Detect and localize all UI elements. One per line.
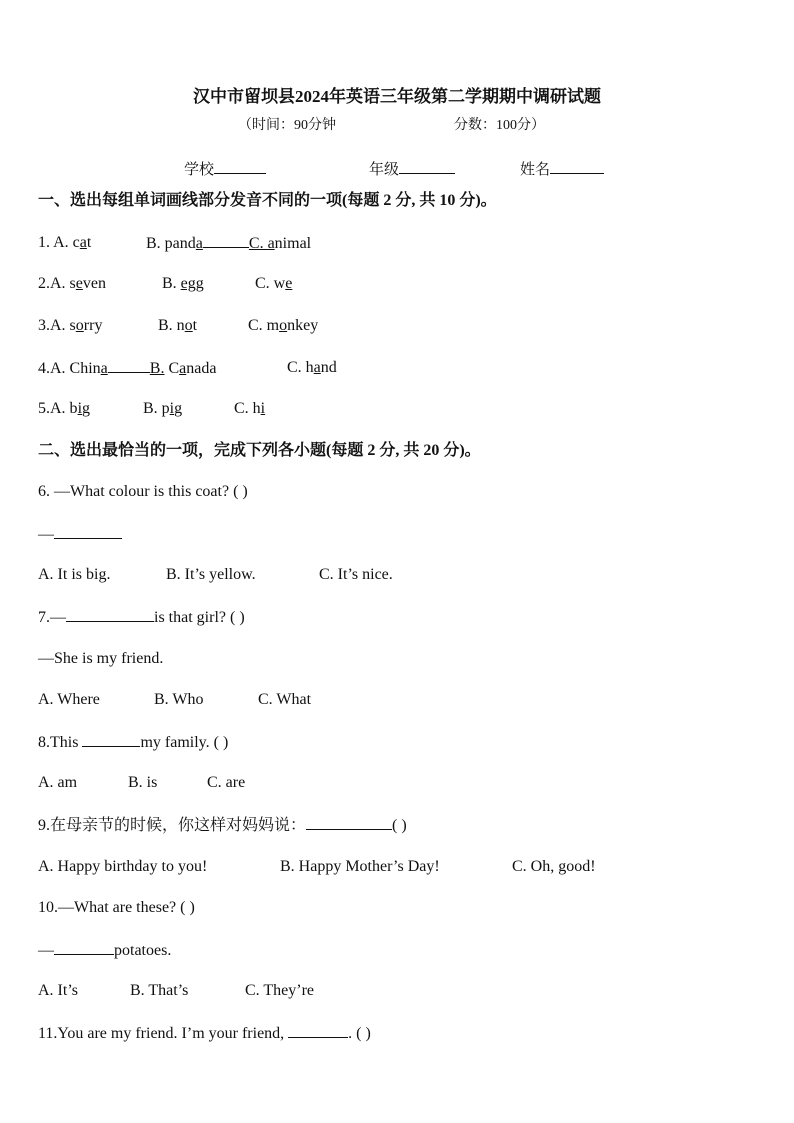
- option-b: B. is: [128, 774, 158, 791]
- option-a: A. It’s: [38, 982, 78, 999]
- question-4: 4.A. China B. Canada C. hand: [38, 359, 337, 377]
- question-7-options: [38, 690, 312, 710]
- option-a: A. Where: [38, 691, 100, 708]
- option-a: A. It is big.: [38, 566, 111, 583]
- question-7-reply: —She is my friend.: [38, 650, 164, 667]
- question-6-answer-line: —: [38, 524, 122, 545]
- question-9-options: [38, 857, 596, 877]
- question-7: 7.— is that girl? ( ): [38, 609, 245, 626]
- question-6: 6. —What colour is this coat? ( ): [38, 483, 248, 500]
- grade-field: 年级: [369, 159, 455, 180]
- answer-blank[interactable]: [66, 607, 154, 622]
- question-11: 11.You are my friend. I’m your friend, . ( ): [38, 1025, 371, 1042]
- question-10-options: [38, 981, 315, 1001]
- option-c: C. They’re: [245, 982, 315, 999]
- question-10: 10.—What are these? ( ): [38, 899, 195, 916]
- question-8-options: [38, 773, 246, 793]
- question-3: 3.A. sorry B. not C. monkey: [38, 317, 319, 334]
- answer-blank[interactable]: [54, 524, 122, 539]
- option-c: C. It’s nice.: [319, 566, 393, 583]
- question-2: 2.A. seven B. egg C. we: [38, 275, 293, 292]
- option-b: B. That’s: [130, 982, 189, 999]
- answer-blank[interactable]: [54, 940, 114, 955]
- question-9: 9.在母亲节的时候，你这样对妈妈说： ( ): [38, 817, 407, 834]
- section1-heading: 一、选出每组单词画线部分发音不同的一项(每题 2 分, 共 10 分)。: [38, 192, 497, 209]
- time-label: （时间：90分钟: [238, 118, 336, 133]
- school-blank[interactable]: [214, 159, 266, 174]
- question-10-reply: — potatoes.: [38, 942, 172, 959]
- name-blank[interactable]: [550, 159, 604, 174]
- option-b: B. Who: [154, 691, 204, 708]
- question-6-options: [38, 565, 393, 585]
- option-c: C. Oh, good!: [512, 858, 596, 875]
- answer-blank[interactable]: [306, 815, 392, 830]
- option-c: C. What: [258, 691, 312, 708]
- question-1: 1. A. cat B. panda C. animal: [38, 234, 312, 252]
- grade-blank[interactable]: [399, 159, 455, 174]
- answer-blank[interactable]: [288, 1023, 348, 1038]
- option-c: C. are: [207, 774, 246, 791]
- section2-heading: 二、选出最恰当的一项，完成下列各小题(每题 2 分, 共 20 分)。: [38, 442, 481, 459]
- name-field: 姓名: [520, 159, 604, 180]
- answer-blank[interactable]: [82, 732, 140, 747]
- question-5: 5.A. big B. pig C. hi: [38, 400, 266, 417]
- option-a: A. Happy birthday to you!: [38, 858, 208, 875]
- score-label: 分数：100分）: [454, 118, 545, 133]
- option-b: B. Happy Mother’s Day!: [280, 858, 440, 875]
- option-a: A. am: [38, 774, 78, 791]
- question-8: 8.This my family. ( ): [38, 734, 229, 751]
- page-title: 汉中市留坝县2024年英语三年级第二学期期中调研试题: [193, 87, 601, 106]
- option-b: B. It’s yellow.: [166, 566, 256, 583]
- school-field: 学校: [184, 159, 266, 180]
